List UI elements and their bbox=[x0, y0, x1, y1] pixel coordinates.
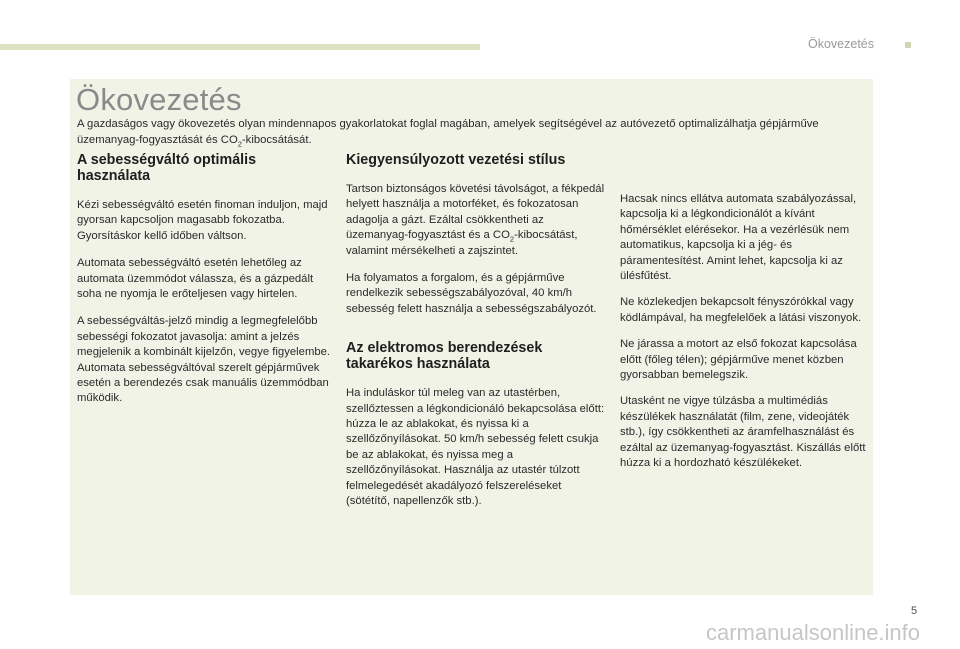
column-gearbox bbox=[77, 152, 333, 407]
electrical-paragraph-ac: Hacsak nincs ellátva automata szabályozással, kapcsolja ki a légkondicionálót a kívánt hőmérséklet elérésekor. Ha a vezérlésük nem automatikus, kapcsolja ki a jég- és páramentesítést. Amint lehet, kapcsolja ki az ülésfűtést. bbox=[620, 193, 857, 283]
electrical-paragraph-engine: Ne járassa a motort az első fokozat kapcsolása előtt (főleg télen); gépjárműve menet közben gyorsabban bemelegszik. bbox=[620, 338, 857, 382]
page-title: Ökovezetés bbox=[76, 82, 242, 117]
driving-style-paragraph-distance bbox=[346, 182, 608, 259]
electrical-paragraph-lights: Ne közlekedjen bekapcsolt fényszórókkal vagy ködlámpával, ha megfelelőek a látási viszonyok. bbox=[620, 296, 862, 324]
intro-text: A gazdaságos vagy ökovezetés olyan mindennapos gyakorlatokat foglal magában, amelyek segítségével az autóvezető optimalizálhatja gépjárműve üzemanyag-fogyasztását és CO bbox=[77, 118, 819, 146]
header-accent-bar bbox=[0, 44, 480, 50]
electrical-paragraph-ventilation: Ha induláskor túl meleg van az utastérben, szellőztessen a légkondicionáló bekapcsolása előtt: húzza le az ablakokat, és nyissa ki a szellőzőnyílásokat. 50 km/h sebesség felett csukja be az ablakokat, és nyissa meg a szellőzőnyílásokat. Használja az utastér túlzott felmelegedését akadályozó felszereléseket (sötétítő, napellenzők stb.). bbox=[346, 387, 605, 508]
column-driving-style bbox=[346, 152, 608, 510]
electrical-heading: Az elektromos berendezések takarékos használata bbox=[346, 340, 543, 373]
running-title: Ökovezetés bbox=[808, 37, 875, 51]
gearbox-paragraph-manual: Kézi sebességváltó esetén finoman induljon, majd gyorsan kapcsoljon magasabb fokozatba. Gyorsításkor kellő időben váltson. bbox=[77, 199, 328, 242]
intro-paragraph bbox=[77, 116, 869, 148]
gearbox-paragraph-automatic: Automata sebességváltó esetén lehetőleg az automata üzemmódot válassza, és a gázpedált soha ne nyomja le erőteljesen vagy hirtelen. bbox=[77, 257, 314, 301]
intro-subscript: 2 bbox=[237, 139, 242, 149]
header-marker bbox=[905, 42, 911, 48]
driving-style-text-end: -kibocsátást, valamint mérsékelheti a zajszintet. bbox=[346, 229, 578, 257]
driving-style-subscript: 2 bbox=[509, 234, 515, 244]
column-electrical-continued bbox=[620, 192, 870, 472]
gearbox-heading: A sebességváltó optimális használata bbox=[77, 152, 257, 184]
electrical-paragraph-multimedia: Utasként ne vigye túlzásba a multimédiás készülékek használatát (film, zene, videojáték stb.), így csökkentheti az áramfelhasználást és ezáltal az üzemanyag-fogyasztást. Kiszállás előtt húzza ki a hordozható készülékeket. bbox=[620, 395, 866, 470]
intro-text-end: -kibocsátását. bbox=[241, 134, 312, 146]
driving-style-text: Tartson biztonságos követési távolságot, a fékpedál helyett használja a motorféket, és fokozatosan adagolja a gázt. Ezáltal csökkentheti az üzemanyag-fogyasztást és a CO bbox=[346, 183, 605, 242]
watermark: carmanualsonline.info bbox=[706, 620, 921, 645]
driving-style-paragraph-cruise: Ha folyamatos a forgalom, és a gépjárműve rendelkezik sebességszabályozóval, 40 km/h sebesség felett használja a sebességszabályozót. bbox=[346, 272, 597, 315]
page-number: 5 bbox=[911, 605, 918, 617]
driving-style-heading: Kiegyensúlyozott vezetési stílus bbox=[346, 152, 566, 168]
gearbox-paragraph-indicator: A sebességváltás-jelző mindig a legmegfelelőbb sebességi fokozatot javasolja: amint a jelzés megjelenik a kombinált kijelzőn, vegye figyelembe. Automata sebességváltóval szerelt gépjárművek esetén a berendezés csak manuális üzemmódban működik. bbox=[77, 315, 331, 405]
